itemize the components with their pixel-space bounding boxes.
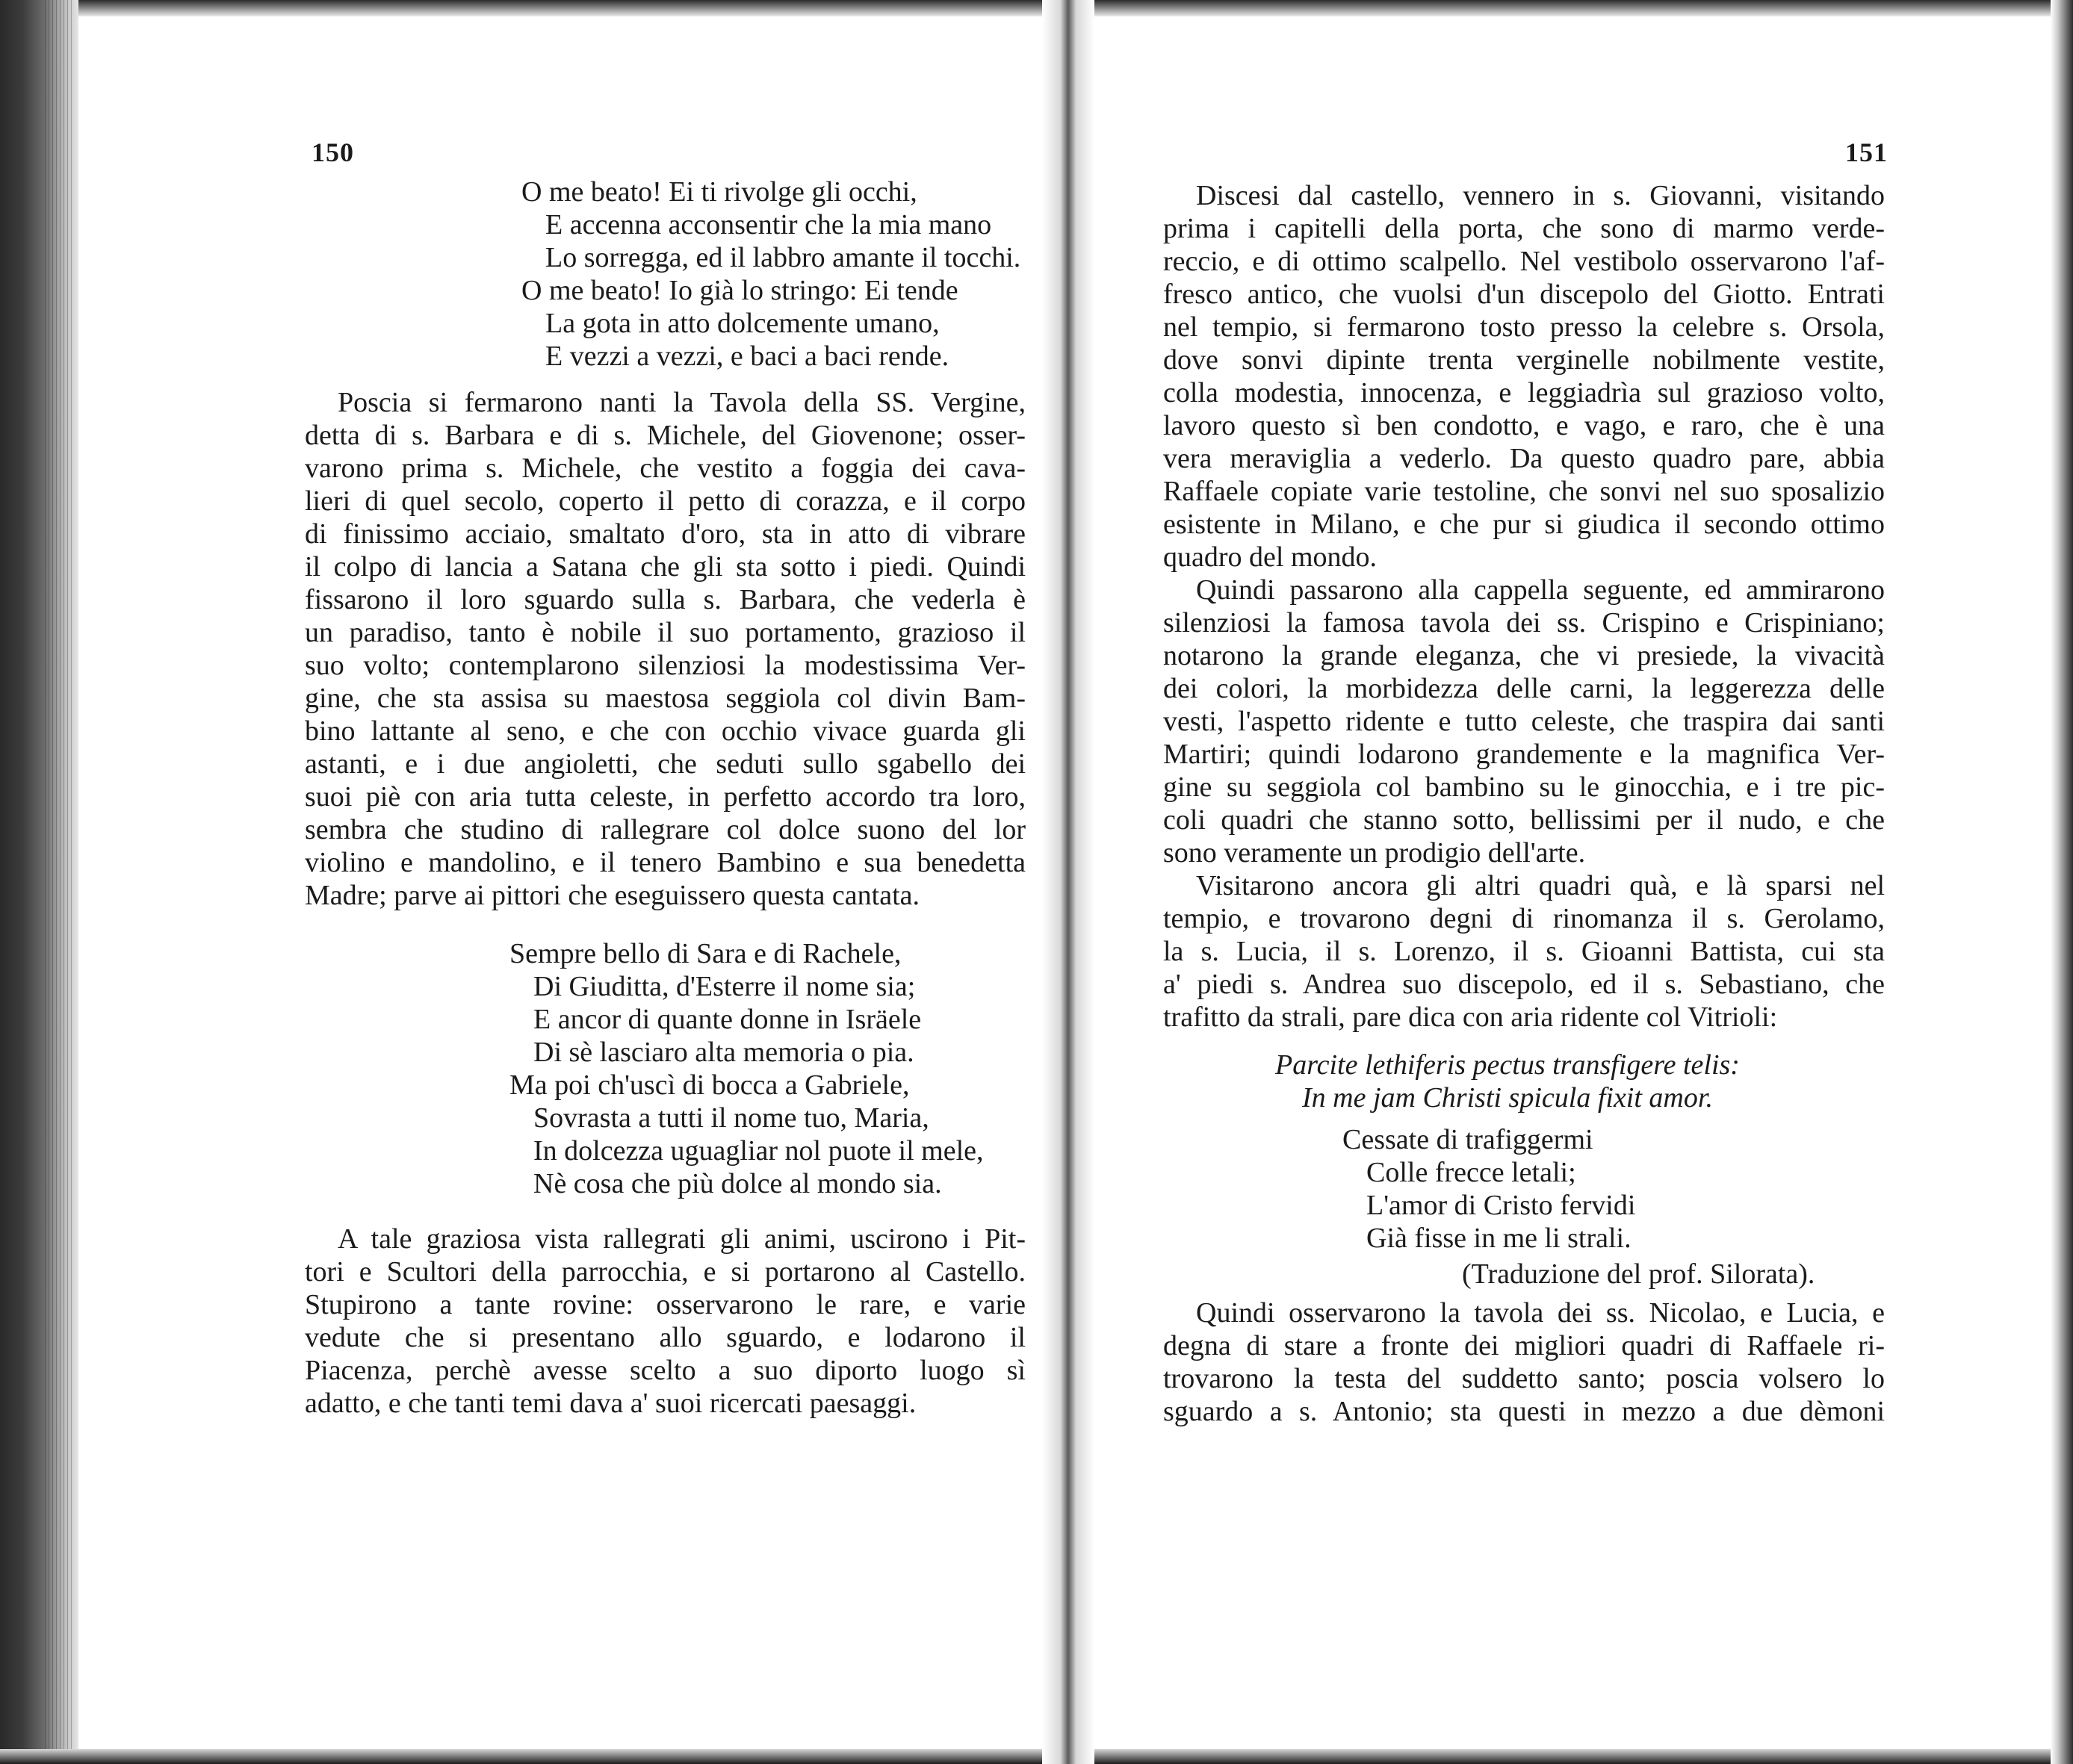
text-line: a' piedi s. Andrea suo discepolo, ed il s. Sebastiano, che [1163,969,1885,1000]
text-line: tempio, e trovarono degni di rinomanza il s. Gerolamo, [1163,903,1885,934]
text-line: Poscia si fermarono nanti la Tavola della SS. Vergine, [338,387,1026,418]
paragraph [1163,1296,1885,1428]
text-line: adatto, e che tanti temi dava a' suoi ricercati paesaggi. [305,1388,917,1419]
verse-line: Sovrasta a tutti il nome tuo, Maria, [533,1102,929,1134]
latin-line: Parcite lethiferis pectus transfigere telis: [1275,1049,1740,1081]
left-book-edge [0,0,78,1764]
page-edges [45,0,75,1764]
text-line: esistente in Milano, e che pur si giudica il secondo ottimo [1163,509,1885,540]
verse-line: E accenna acconsentir che la mia mano [545,209,992,240]
text-line: di finissimo acciaio, smaltato d'oro, sta in atto di vibrare [305,518,1026,550]
translation-attribution: (Traduzione del prof. Silorata). [1462,1258,1815,1290]
translation-verse [1163,1123,1885,1255]
spacer [1163,1291,1885,1296]
text-line: vedute che si presentano allo sguardo, e lodarono il [305,1322,1026,1353]
text-line: fresco antico, che vuolsi d'un discepolo del Giotto. Entrati [1163,279,1885,310]
verse-line: Ma poi ch'uscì di bocca a Gabriele, [509,1069,910,1101]
text-line: quadro del mondo. [1163,541,1378,573]
text-line: tori e Scultori della parrocchia, e si portarono al Castello. [305,1256,1026,1288]
left-page-text [305,176,1026,1420]
verse-line: Sempre bello di Sara e di Rachele, [509,938,902,969]
spacer [1163,1114,1885,1123]
text-line: un paradiso, tanto è nobile il suo portamento, grazioso il [305,617,1026,648]
verse-line: Nè cosa che più dolce al mondo sia. [533,1168,942,1199]
text-line: Discesi dal castello, vennero in s. Giovanni, visitando [1196,180,1885,211]
text-line: Piacenza, perchè avesse scelto a suo diporto luogo sì [305,1355,1026,1386]
text-line: Martiri; quindi lodarono grandemente e la magnifica Ver- [1163,739,1885,770]
left-page [78,0,1042,1764]
verse-line: E ancor di quante donne in Isräele [533,1004,922,1035]
text-line: lieri di quel secolo, coperto il petto di corazza, e il corpo [305,485,1026,517]
text-line: violino e mandolino, e il tenero Bambino e sua benedetta [305,847,1026,878]
text-line: sguardo a s. Antonio; sta questi in mezzo a due dèmoni [1163,1396,1885,1427]
verse-line: Colle frecce letali; [1366,1157,1576,1188]
verse-stanza-2 [305,937,1026,1200]
paragraph [1163,179,1885,574]
text-line: trafitto da strali, pare dica con aria ridente col Vitrioli: [1163,1001,1778,1033]
verse-line: L'amor di Cristo fervidi [1366,1190,1636,1221]
verse-line: In dolcezza uguagliar nol puote il mele, [533,1135,984,1167]
text-line: dove sonvi dipinte trenta verginelle nobilmente vestite, [1163,344,1885,376]
page-number: 151 [1845,137,1888,167]
text-line: lavoro questo sì ben condotto, e vago, e raro, che è una [1163,410,1885,441]
paragraph [1163,869,1885,1034]
text-line: reccio, e di ottimo scalpello. Nel vestibolo osservarono l'af- [1163,246,1885,277]
right-page [1094,0,2051,1764]
text-line: silenziosi la famosa tavola dei ss. Crispino e Crispiniano; [1163,607,1885,639]
text-line: coli quadri che stanno sotto, bellissimi per il nudo, e che [1163,804,1885,836]
text-line: gine su seggiola col bambino su le ginocchia, e i tre pic- [1163,771,1885,803]
spacer [305,912,1026,937]
verse-line: Di Giuditta, d'Esterre il nome sia; [533,971,916,1002]
verse-stanza-1 [305,176,1026,373]
text-line: colla modestia, innocenza, e leggiadrìa sul grazioso volto, [1163,377,1885,409]
paragraph [1163,574,1885,869]
verse-line: Di sè lasciaro alta memoria o pia. [533,1037,914,1068]
spacer [305,1200,1026,1223]
text-line: Visitarono ancora gli altri quadri quà, e là sparsi nel [1196,870,1885,901]
text-line: vera meraviglia a vederlo. Da questo quadro pare, abbia [1163,443,1885,474]
latin-epigraph [1163,1049,1885,1114]
text-line: Madre; parve ai pittori che eseguissero questa cantata. [305,880,920,911]
right-page-text [1163,179,1885,1428]
text-line: notarono la grande eleganza, che vi presiede, la vivacità [1163,640,1885,671]
text-line: trovarono la testa del suddetto santo; posciа volsero lo [1163,1363,1885,1394]
text-line: Quindi osservarono la tavola dei ss. Nicolao, e Lucia, e [1196,1297,1885,1329]
text-line: bino lattante al seno, e che con occhio vivace guarda gli [305,715,1026,747]
text-line: suo volto; contemplarono silenziosi la modestissima Ver- [305,650,1026,681]
text-line: gine, che sta assisa su maestosa seggiola col divin Bam- [305,683,1026,714]
text-line: A tale graziosa vista rallegrati gli animi, uscirono i Pit- [338,1223,1026,1255]
text-line: astanti, e i due angioletti, che seduti sullo sgabello dei [305,748,1026,780]
text-line: prima i capitelli della porta, che sono di marmo verde- [1163,213,1885,244]
verse-line: O me beato! Io già lo stringo: Ei tende [521,275,958,306]
text-line: suoi piè con aria tutta celeste, in perfetto accordo tra loro, [305,781,1026,813]
verse-line: Già fisse in me li strali. [1366,1223,1632,1254]
verse-line: La gota in atto dolcemente umano, [545,308,940,339]
paragraph [305,386,1026,912]
spacer [305,373,1026,386]
book-gutter [1042,0,1094,1764]
text-line: Quindi passarono alla cappella seguente, ed ammirarono [1196,574,1885,606]
text-line: nel tempio, si fermarono tosto presso la celebre s. Orsola, [1163,311,1885,343]
latin-line: In me jam Christi spicula fixit amor. [1302,1082,1713,1114]
verse-line: Cessate di trafiggermi [1342,1124,1593,1155]
text-line: la s. Lucia, il s. Lorenzo, il s. Gioanni Battista, cui sta [1163,936,1885,967]
right-book-edge [2051,0,2073,1764]
text-line: detta di s. Barbara e di s. Michele, del Giovenone; osser- [305,420,1026,451]
text-line: Stupirono a tante rovine: osservarono le rare, e varie [305,1289,1026,1320]
text-line: degna di stare a fronte dei migliori quadri di Raffaele ri- [1163,1330,1885,1361]
verse-line: Lo sorregga, ed il labbro amante il tocchi. [545,242,1021,273]
paragraph [305,1223,1026,1420]
text-line: vesti, l'aspetto ridente e tutto celeste, che traspira dai santi [1163,706,1885,737]
text-line: sembra che studino di rallegrare col dolce suono del lor [305,814,1026,845]
text-line: varono prima s. Michele, che vestito a foggia dei cava- [305,453,1026,484]
text-line: fissarono il loro sguardo sulla s. Barbara, che vederla è [305,584,1026,615]
text-line: il colpo di lancia a Satana che gli sta sotto i piedi. Quindi [305,551,1026,583]
spacer [1163,1034,1885,1049]
text-line: Raffaele copiate varie testoline, che sonvi nel suo sposalizio [1163,476,1885,507]
text-line: dei colori, la morbidezza delle carni, la leggerezza delle [1163,673,1885,704]
page-number: 150 [312,137,354,167]
verse-line: E vezzi a vezzi, e baci a baci rende. [545,341,949,372]
verse-line: O me beato! Ei ti rivolge gli occhi, [521,176,917,208]
text-line: sono veramente un prodigio dell'arte. [1163,837,1586,869]
